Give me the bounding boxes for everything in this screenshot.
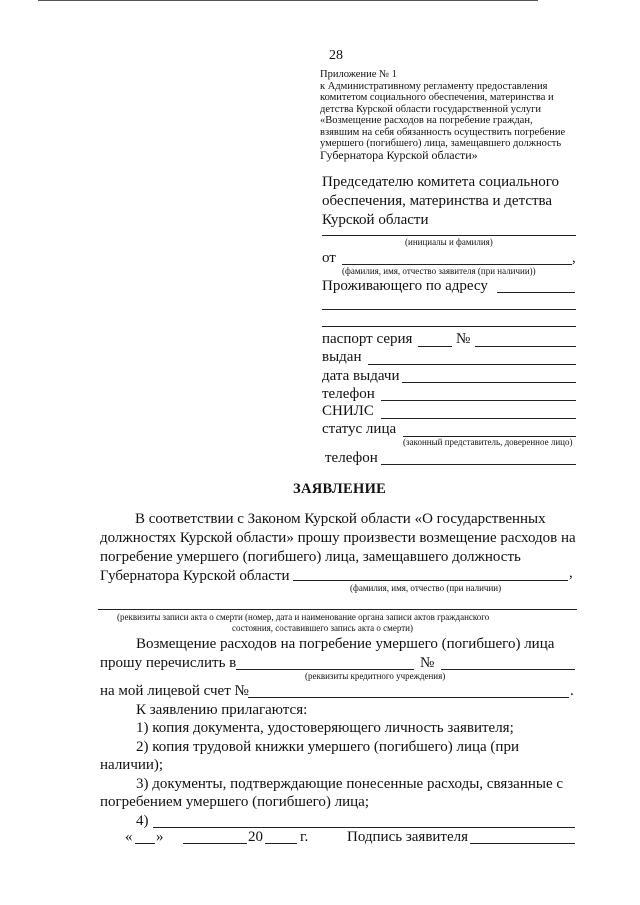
date-close-quote: » [156, 829, 164, 845]
passport-series-label: паспорт серия [322, 331, 413, 347]
address-field-2[interactable] [322, 309, 576, 310]
addressee [322, 173, 559, 230]
issued-field[interactable] [368, 364, 576, 365]
phone-field[interactable] [381, 400, 576, 401]
paragraph-2-line: прошу перечислить в [100, 655, 237, 671]
appendix-line: детства Курской области государственной услуги [320, 103, 542, 115]
phone-field-2[interactable] [381, 464, 576, 465]
bank-field[interactable] [236, 669, 414, 670]
attachment-item: 3) документы, подтверждающие понесенные расходы, связанные с [136, 776, 564, 792]
paragraph-2-line: Возмещение расходов на погребение умершего (погибшего) лица [136, 636, 555, 652]
comma: , [572, 250, 576, 266]
attachment-item: 4) [136, 813, 149, 829]
attachment-4-field[interactable] [153, 827, 575, 828]
period: . [570, 683, 574, 699]
comma: , [569, 565, 573, 581]
account-field[interactable] [248, 697, 569, 698]
bank-number-label: № [420, 655, 435, 671]
day-field[interactable] [135, 843, 155, 844]
passport-number-field[interactable] [475, 346, 576, 347]
from-label: от [322, 250, 336, 266]
passport-series-field[interactable] [418, 346, 452, 347]
month-field[interactable] [183, 843, 247, 844]
issued-label: выдан [322, 349, 362, 365]
address-field-1[interactable] [497, 292, 575, 293]
year-prefix: 20 [248, 829, 263, 845]
status-label: статус лица [322, 421, 397, 437]
attachment-item: 2) копия трудовой книжки умершего (погибшего) лица (при [136, 739, 519, 755]
document-title: ЗАЯВЛЕНИЕ [293, 481, 387, 497]
attachment-item: погребением умершего (погибшего) лица; [100, 794, 370, 810]
signature-field[interactable] [470, 843, 575, 844]
date-open-quote: « [125, 829, 133, 845]
phone-label-2: телефон [325, 450, 378, 466]
paragraph-1 [100, 510, 586, 586]
appendix-line: взявшим на себя обязанность осуществить погребение [320, 126, 566, 138]
appendix-line: Приложение № 1 [320, 69, 397, 80]
addressee-line: Председателю комитета социального [322, 174, 560, 190]
year-field[interactable] [265, 843, 297, 844]
appendix-block [320, 69, 565, 161]
death-record-hint: состояния, составившего запись акта о смерти) [232, 623, 413, 633]
attachments-heading: К заявлению прилагаются: [136, 702, 308, 718]
death-record-hint: (реквизиты записи акта о смерти (номер, дата и наименование органа записи актов гражданского [117, 612, 490, 622]
death-record-field[interactable] [98, 609, 577, 610]
signature-label: Подпись заявителя [347, 829, 469, 845]
appendix-line: Губернатора Курской области» [320, 147, 478, 162]
appendix-line: к Административному регламенту предоставления [320, 80, 548, 92]
address-field-3[interactable] [322, 326, 576, 327]
top-border [38, 0, 538, 1]
page-number: 28 [329, 48, 343, 63]
paragraph-1-line: должностях Курской области» прошу произвести возмещение расходов на [100, 530, 576, 546]
deceased-fio-hint: (фамилия, имя, отчество (при наличии) [350, 583, 502, 593]
deceased-fio-field[interactable] [293, 580, 568, 581]
appendix-line: «Возмещение расходов на погребение граждан, [320, 115, 533, 126]
snils-label: СНИЛС [322, 403, 374, 419]
issue-date-field[interactable] [402, 382, 576, 383]
status-hint: (законный представитель, доверенное лицо) [403, 437, 573, 447]
account-label: на мой лицевой счет № [100, 683, 249, 699]
attachment-item: 1) копия документа, удостоверяющего личность заявителя; [136, 720, 514, 736]
issue-date-label: дата выдачи [322, 368, 400, 384]
attachment-item: наличии); [100, 757, 164, 773]
addressee-line: Курской области [322, 212, 429, 228]
bank-hint: (реквизиты кредитного учреждения) [305, 671, 446, 681]
paragraph-1-line: погребение умершего (погибшего) лица, замещавшего должность [100, 549, 521, 565]
initials-hint: (инициалы и фамилия) [405, 237, 493, 247]
snils-field[interactable] [381, 418, 576, 419]
passport-number-label: № [456, 331, 471, 347]
addressee-line: обеспечения, материнства и детства [322, 193, 553, 209]
bank-number-field[interactable] [441, 669, 575, 670]
paragraph-1-line: Губернатора Курской области [100, 568, 290, 584]
year-suffix: г. [300, 829, 309, 845]
paragraph-1-line: В соответствии с Законом Курской области «О государственных [135, 511, 546, 527]
appendix-line: умершего (погибшего) лица, замещавшего должность [320, 138, 562, 149]
from-field[interactable] [342, 264, 572, 265]
phone-label: телефон [322, 386, 375, 402]
initials-field[interactable] [322, 235, 576, 236]
fio-hint: (фамилия, имя, отчество заявителя (при наличии)) [342, 266, 536, 276]
appendix-line: комитетом социального обеспечения, материнства и [320, 92, 554, 103]
address-label: Проживающего по адресу [322, 278, 488, 294]
